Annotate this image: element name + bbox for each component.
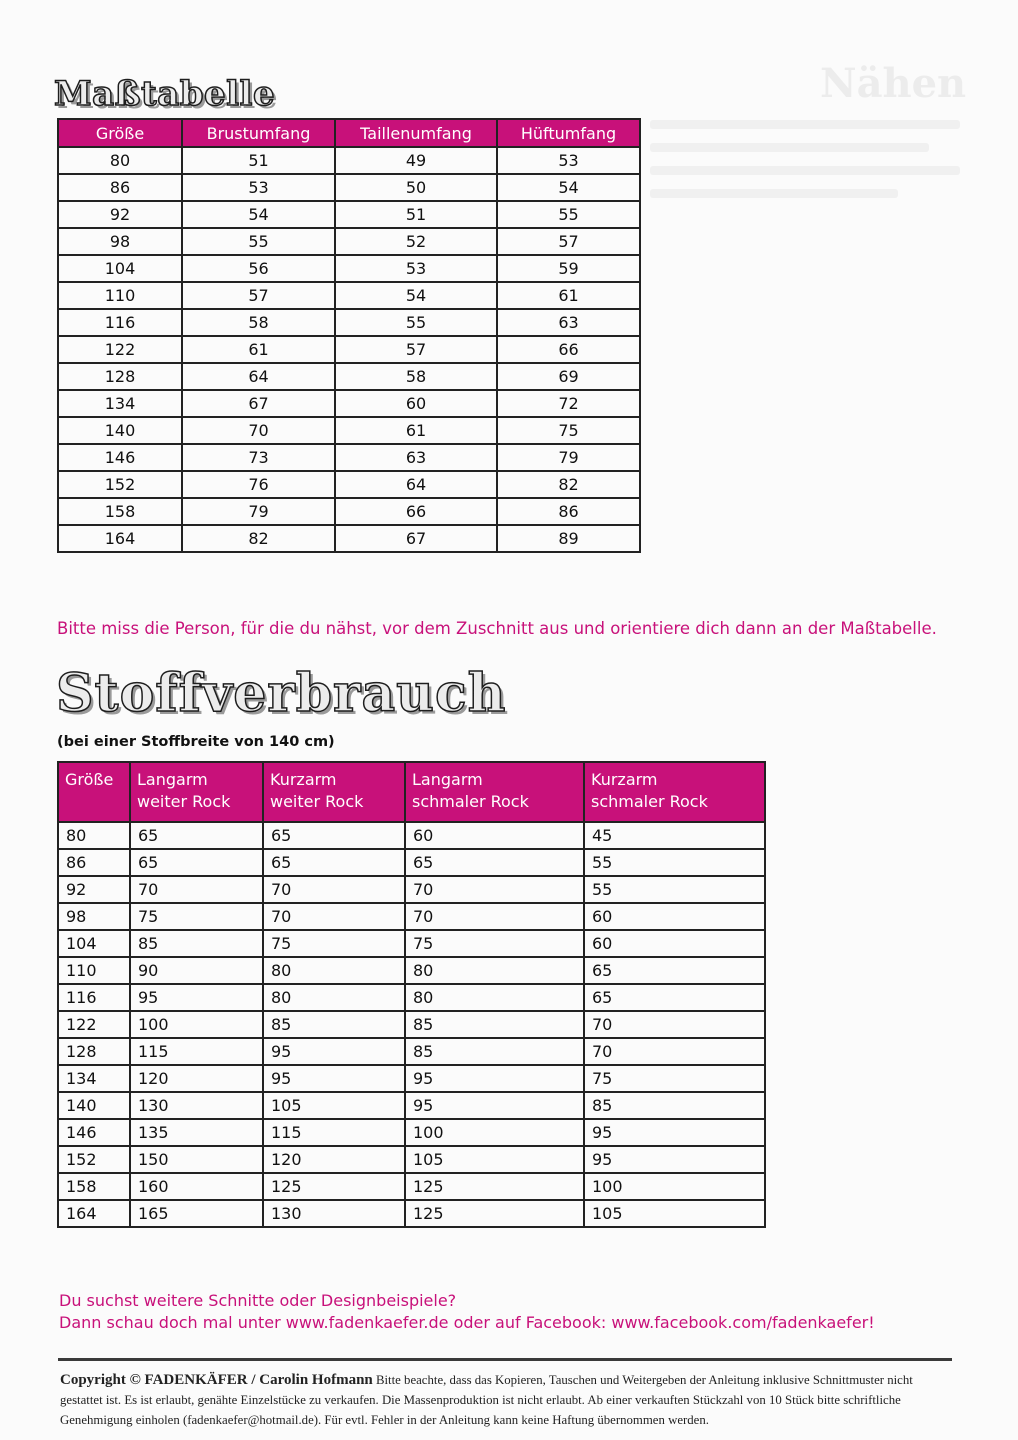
table-cell: 92 [58, 876, 130, 903]
table-row [58, 228, 640, 255]
table-cell: 50 [335, 174, 497, 201]
table-cell: 72 [497, 390, 640, 417]
table-row [58, 174, 640, 201]
col-header-long-wide: Langarm weiter Rock [130, 762, 263, 822]
table-cell: 134 [58, 390, 182, 417]
table-cell: 70 [584, 1011, 765, 1038]
table-cell: 160 [130, 1173, 263, 1200]
table-cell: 59 [497, 255, 640, 282]
table-cell: 125 [263, 1173, 405, 1200]
table-cell: 86 [58, 849, 130, 876]
table-cell: 95 [405, 1092, 584, 1119]
fabric-table-header [58, 762, 765, 822]
table-cell: 100 [405, 1119, 584, 1146]
table-cell: 125 [405, 1173, 584, 1200]
table-cell: 116 [58, 984, 130, 1011]
table-cell: 58 [335, 363, 497, 390]
table-cell: 92 [58, 201, 182, 228]
table-cell: 110 [58, 282, 182, 309]
table-cell: 70 [584, 1038, 765, 1065]
table-row [58, 282, 640, 309]
table-cell: 140 [58, 1092, 130, 1119]
table-cell: 125 [405, 1200, 584, 1227]
table-cell: 61 [335, 417, 497, 444]
bleed-through-text [650, 120, 960, 212]
table-cell: 164 [58, 1200, 130, 1227]
table-cell: 120 [130, 1065, 263, 1092]
table-cell: 95 [263, 1038, 405, 1065]
table-cell: 120 [263, 1146, 405, 1173]
col-header-hip: Hüftumfang [497, 119, 640, 147]
table-cell: 130 [130, 1092, 263, 1119]
col-header-long-narrow: Langarm schmaler Rock [405, 762, 584, 822]
table-cell: 164 [58, 525, 182, 552]
table-cell: 128 [58, 363, 182, 390]
table-cell: 85 [130, 930, 263, 957]
table-row [58, 147, 640, 174]
table-cell: 85 [405, 1038, 584, 1065]
table-cell: 70 [405, 903, 584, 930]
table-cell: 75 [405, 930, 584, 957]
table-row [58, 1092, 765, 1119]
table-cell: 122 [58, 1011, 130, 1038]
table-cell: 135 [130, 1119, 263, 1146]
table-cell: 54 [497, 174, 640, 201]
table-cell: 80 [405, 984, 584, 1011]
footer-divider [58, 1358, 952, 1361]
table-cell: 86 [497, 498, 640, 525]
table-cell: 53 [497, 147, 640, 174]
table-cell: 55 [584, 849, 765, 876]
table-row [58, 1146, 765, 1173]
table-cell: 51 [182, 147, 335, 174]
table-cell: 45 [584, 822, 765, 849]
col-header-chest: Brustumfang [182, 119, 335, 147]
table-cell: 57 [497, 228, 640, 255]
table-cell: 115 [130, 1038, 263, 1065]
bleed-through-title: Nähen [820, 60, 967, 107]
table-cell: 65 [263, 849, 405, 876]
copyright-notice [60, 1370, 955, 1430]
col-header-short-wide: Kurzarm weiter Rock [263, 762, 405, 822]
table-cell: 70 [405, 876, 584, 903]
table-cell: 63 [497, 309, 640, 336]
table-cell: 122 [58, 336, 182, 363]
table-cell: 158 [58, 1173, 130, 1200]
table-cell: 65 [130, 822, 263, 849]
table-cell: 115 [263, 1119, 405, 1146]
table-cell: 146 [58, 444, 182, 471]
table-cell: 158 [58, 498, 182, 525]
table-row [58, 525, 640, 552]
table-row [58, 444, 640, 471]
table-cell: 79 [182, 498, 335, 525]
table-row [58, 309, 640, 336]
table-cell: 130 [263, 1200, 405, 1227]
table-row [58, 498, 640, 525]
table-cell: 80 [58, 147, 182, 174]
table-row [58, 1119, 765, 1146]
table-cell: 70 [182, 417, 335, 444]
table-cell: 57 [335, 336, 497, 363]
table-row [58, 822, 765, 849]
table-cell: 61 [182, 336, 335, 363]
copyright-holder: Copyright © FADENKÄFER / Carolin Hofmann [60, 1372, 373, 1388]
table-row [58, 336, 640, 363]
table-cell: 65 [130, 849, 263, 876]
table-row [58, 417, 640, 444]
table-cell: 56 [182, 255, 335, 282]
table-cell: 55 [497, 201, 640, 228]
table-row [58, 957, 765, 984]
table-cell: 105 [405, 1146, 584, 1173]
more-patterns-text: Du suchst weitere Schnitte oder Designbeispiele? [59, 1291, 457, 1310]
table-cell: 95 [130, 984, 263, 1011]
table-cell: 65 [263, 822, 405, 849]
col-header-short-narrow: Kurzarm schmaler Rock [584, 762, 765, 822]
col-header-size: Größe [58, 119, 182, 147]
table-cell: 85 [405, 1011, 584, 1038]
fabric-width-note: (bei einer Stoffbreite von 140 cm) [57, 734, 335, 750]
table-cell: 116 [58, 309, 182, 336]
table-cell: 95 [263, 1065, 405, 1092]
table-cell: 146 [58, 1119, 130, 1146]
table-cell: 152 [58, 1146, 130, 1173]
table-cell: 70 [130, 876, 263, 903]
table-cell: 85 [584, 1092, 765, 1119]
table-cell: 70 [263, 903, 405, 930]
table-row [58, 849, 765, 876]
table-cell: 57 [182, 282, 335, 309]
table-cell: 80 [58, 822, 130, 849]
table-cell: 65 [584, 984, 765, 1011]
table-cell: 80 [263, 984, 405, 1011]
table-cell: 134 [58, 1065, 130, 1092]
table-cell: 128 [58, 1038, 130, 1065]
table-cell: 65 [584, 957, 765, 984]
table-cell: 64 [182, 363, 335, 390]
table-cell: 89 [497, 525, 640, 552]
table-row [58, 255, 640, 282]
table-cell: 60 [335, 390, 497, 417]
table-cell: 82 [497, 471, 640, 498]
copyright-text: Bitte beachte, dass das Kopieren, Tauschen und Weitergeben der Anleitung inklusive Schnittmuster nicht gestattet ist. Es ist erlaubt, genähte Einzelstücke zu verkaufen. Die Massenproduktion ist nicht erlaubt. Ab einer verkauften Stückzahl von 10 Stück bitte schriftliche Genehmigung einholen (fadenkaefer@hotmail.de). Für evtl. Fehler in der Anleitung kann keine Haftung übernommen werden. [60, 1373, 913, 1427]
table-cell: 54 [335, 282, 497, 309]
table-row [58, 1011, 765, 1038]
table-cell: 76 [182, 471, 335, 498]
table-cell: 73 [182, 444, 335, 471]
table-cell: 53 [335, 255, 497, 282]
table-row [58, 903, 765, 930]
fabric-table-title: Stoffverbrauch [56, 663, 507, 724]
table-cell: 90 [130, 957, 263, 984]
table-cell: 80 [263, 957, 405, 984]
table-cell: 53 [182, 174, 335, 201]
table-cell: 104 [58, 255, 182, 282]
table-cell: 98 [58, 228, 182, 255]
table-cell: 85 [263, 1011, 405, 1038]
table-cell: 98 [58, 903, 130, 930]
more-patterns-links: Dann schau doch mal unter www.fadenkaefer.de oder auf Facebook: www.facebook.com/fadenkaefer! [59, 1313, 875, 1332]
table-cell: 58 [182, 309, 335, 336]
table-cell: 63 [335, 444, 497, 471]
table-cell: 67 [335, 525, 497, 552]
table-cell: 150 [130, 1146, 263, 1173]
measure-note: Bitte miss die Person, für die du nähst, vor dem Zuschnitt aus und orientiere dich dann an der Maßtabelle. [57, 619, 937, 638]
table-row [58, 984, 765, 1011]
table-cell: 140 [58, 417, 182, 444]
table-cell: 152 [58, 471, 182, 498]
col-header-size: Größe [58, 762, 130, 822]
table-row [58, 876, 765, 903]
table-cell: 52 [335, 228, 497, 255]
table-row [58, 201, 640, 228]
table-row [58, 363, 640, 390]
mass-table-header [58, 119, 640, 147]
table-row [58, 471, 640, 498]
table-row [58, 1200, 765, 1227]
table-row [58, 1038, 765, 1065]
table-cell: 60 [584, 903, 765, 930]
table-cell: 95 [584, 1146, 765, 1173]
table-cell: 70 [263, 876, 405, 903]
table-cell: 54 [182, 201, 335, 228]
table-cell: 82 [182, 525, 335, 552]
table-row [58, 1065, 765, 1092]
table-cell: 55 [335, 309, 497, 336]
table-cell: 75 [497, 417, 640, 444]
table-cell: 104 [58, 930, 130, 957]
table-cell: 55 [584, 876, 765, 903]
table-cell: 75 [584, 1065, 765, 1092]
col-header-waist: Taillenumfang [335, 119, 497, 147]
table-cell: 51 [335, 201, 497, 228]
table-cell: 55 [182, 228, 335, 255]
table-cell: 95 [584, 1119, 765, 1146]
fabric-table [57, 761, 766, 1228]
table-cell: 66 [497, 336, 640, 363]
table-row [58, 930, 765, 957]
table-cell: 105 [263, 1092, 405, 1119]
table-cell: 100 [584, 1173, 765, 1200]
table-cell: 67 [182, 390, 335, 417]
table-row [58, 1173, 765, 1200]
mass-table-title: Maßtabelle [54, 74, 276, 114]
table-cell: 69 [497, 363, 640, 390]
table-cell: 49 [335, 147, 497, 174]
table-cell: 105 [584, 1200, 765, 1227]
table-cell: 95 [405, 1065, 584, 1092]
table-cell: 86 [58, 174, 182, 201]
table-cell: 61 [497, 282, 640, 309]
table-cell: 65 [405, 849, 584, 876]
table-cell: 80 [405, 957, 584, 984]
table-cell: 100 [130, 1011, 263, 1038]
table-row [58, 390, 640, 417]
table-cell: 66 [335, 498, 497, 525]
table-cell: 60 [584, 930, 765, 957]
table-cell: 75 [130, 903, 263, 930]
table-cell: 60 [405, 822, 584, 849]
table-cell: 165 [130, 1200, 263, 1227]
table-cell: 75 [263, 930, 405, 957]
table-cell: 79 [497, 444, 640, 471]
mass-table [57, 118, 641, 553]
table-cell: 64 [335, 471, 497, 498]
table-cell: 110 [58, 957, 130, 984]
